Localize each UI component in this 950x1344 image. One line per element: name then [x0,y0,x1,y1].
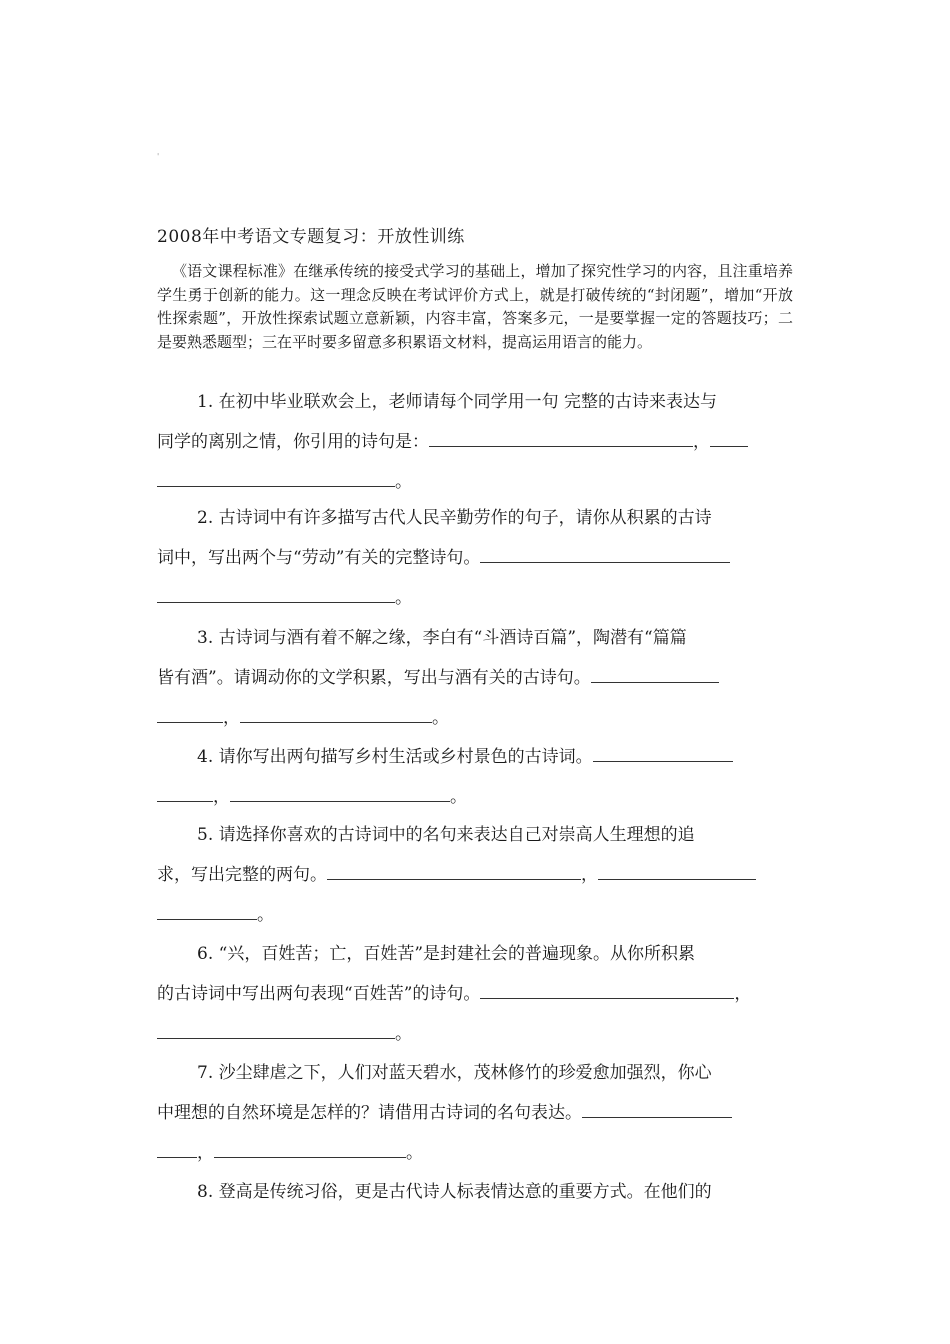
question-3-line-1: 3. 古诗词与酒有着不解之缘，李白有“斗酒诗百篇”，陶潜有“篇篇 [197,628,687,648]
question-6-line-2 [157,974,791,1014]
question-4 [157,737,791,817]
answer-blank[interactable] [582,1095,732,1118]
question-1-line-1: 1. 在初中毕业联欢会上，老师请每个同学用一句 完整的古诗来表达与 [197,392,718,412]
period: 。 [450,787,467,807]
answer-blank[interactable] [157,700,223,723]
question-7-line-3 [157,1133,791,1173]
question-1-line-3 [157,462,791,502]
answer-blank[interactable] [157,580,395,603]
question-6-text: 的古诗词中写出两句表现“百姓苦”的诗句。 [157,984,481,1004]
question-3 [157,618,791,738]
question-8-line-1: 8. 登高是传统习俗，更是古代诗人标表情达意的重要方式。在他们的 [197,1182,712,1202]
answer-blank[interactable] [480,540,730,563]
period: 。 [395,588,412,608]
question-7-text: 中理想的自然环境是怎样的？请借用古诗词的名句表达。 [157,1103,582,1123]
question-2-text: 词中，写出两个与“劳动”有关的完整诗句。 [157,548,481,568]
period: 。 [406,1143,423,1163]
comma: ， [581,865,598,885]
answer-blank[interactable] [157,779,213,802]
period: 。 [257,905,274,925]
question-6-line-1: 6. “兴，百姓苦；亡，百姓苦”是封建社会的普遍现象。从你所积累 [197,944,696,964]
answer-blank[interactable] [591,660,719,683]
answer-blank[interactable] [157,1016,395,1039]
question-2 [157,498,791,618]
question-7 [157,1053,791,1173]
question-5-line-3 [157,895,791,935]
question-1 [157,382,791,502]
answer-blank[interactable] [230,779,450,802]
answer-blank[interactable] [157,464,395,487]
question-7-line-1: 7. 沙尘肆虐之下，人们对蓝天碧水，茂林修竹的珍爱愈加强烈，你心 [197,1063,712,1083]
answer-blank[interactable] [598,857,756,880]
comma: ， [213,787,230,807]
question-5 [157,815,791,935]
question-6-line-3 [157,1014,791,1054]
question-5-line-1: 5. 请选择你喜欢的古诗词中的名句来表达自己对崇高人生理想的追 [197,825,695,845]
question-5-text: 求，写出完整的两句。 [157,865,327,885]
comma: ， [693,432,710,452]
question-4-line-2 [157,777,791,817]
answer-blank[interactable] [157,897,257,920]
answer-blank[interactable] [593,739,733,762]
period: 。 [395,472,412,492]
question-7-line-2 [157,1093,791,1133]
question-3-line-2 [157,658,791,698]
comma: ， [223,708,240,728]
question-2-line-3 [157,578,791,618]
question-6 [157,934,791,1054]
answer-blank[interactable] [480,976,734,999]
period: 。 [395,1024,412,1044]
answer-blank[interactable] [429,424,693,447]
question-5-line-2 [157,855,791,895]
answer-blank[interactable] [240,700,432,723]
question-1-text: 同学的离别之情，你引用的诗句是： [157,432,429,452]
answer-blank[interactable] [157,1135,197,1158]
question-3-text: 皆有酒”。请调动你的文学积累，写出与酒有关的古诗句。 [157,668,591,688]
intro-text: 《语文课程标准》在继承传统的接受式学习的基础上，增加了探究性学习的内容，且注重培养学生勇于创新的能力。这一理念反映在考试评价方式上，就是打破传统的“封闭题”，增加“开放性探索题”，开放性探索试题立意新颖，内容丰富，答案多元，一是要掌握一定的答题技巧；二是要熟悉题型；三在平时要多留意多积累语文材料，提高运用语言的能力。 [157,262,793,351]
answer-blank[interactable] [710,424,748,447]
document-title: 2008年中考语文专题复习：开放性训练 [157,227,465,247]
question-3-line-3 [157,698,791,738]
question-2-line-1: 2. 古诗词中有许多描写古代人民辛勤劳作的句子，请你从积累的古诗 [197,508,712,528]
question-4-line-1 [157,737,791,777]
question-8 [157,1172,791,1212]
comma: ， [734,984,752,1004]
question-4-text: 4. 请你写出两句描写乡村生活或乡村景色的古诗词。 [197,747,593,767]
comma: ， [197,1143,214,1163]
period: 。 [432,708,449,728]
answer-blank[interactable] [327,857,581,880]
question-2-line-2 [157,538,791,578]
answer-blank[interactable] [214,1135,406,1158]
corner-mark: ' [157,152,160,161]
intro-paragraph [157,260,793,354]
question-1-line-2 [157,422,791,462]
